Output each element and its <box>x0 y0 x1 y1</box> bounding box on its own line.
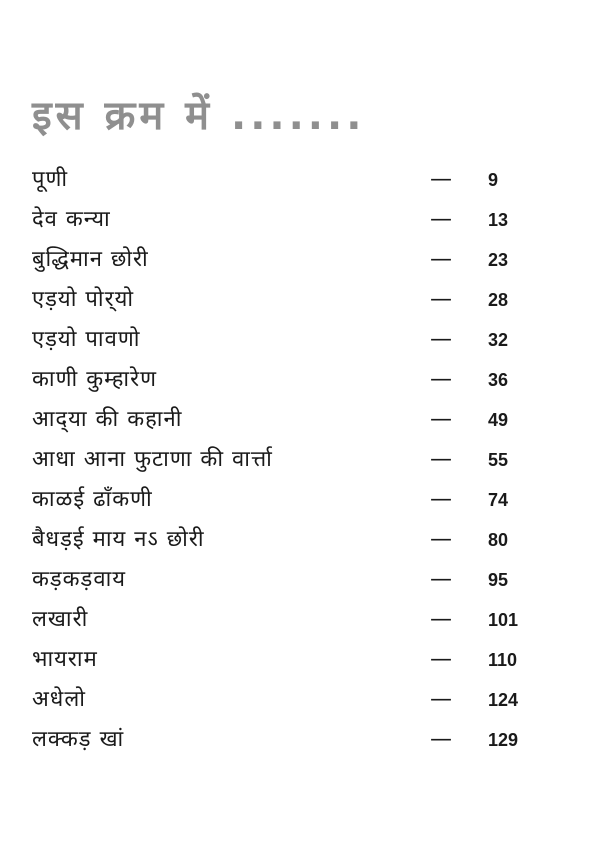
toc-page-number: 28 <box>488 290 509 310</box>
toc-row <box>32 400 552 440</box>
toc-row <box>32 560 552 600</box>
toc-page-number: 36 <box>488 370 509 390</box>
toc-title: आद्‌या की कहानी <box>32 407 183 432</box>
toc-title: अधेलो <box>32 687 86 712</box>
toc-title: भायराम <box>32 647 98 672</box>
toc-page-number: 74 <box>488 490 509 510</box>
toc-dash: — <box>430 487 452 512</box>
toc-row <box>32 440 552 480</box>
toc-dash: — <box>430 287 452 312</box>
toc-page-number: 110 <box>488 650 518 670</box>
toc-dash: — <box>430 727 452 752</box>
contents-heading: इस क्रम में ....... <box>32 93 366 139</box>
toc-row <box>32 480 552 520</box>
toc-row <box>32 640 552 680</box>
toc-dash: — <box>430 407 452 432</box>
toc-row <box>32 360 552 400</box>
toc-row <box>32 160 552 200</box>
toc-title: पूणी <box>32 167 69 192</box>
toc-row <box>32 600 552 640</box>
toc-row <box>32 680 552 720</box>
toc-page-number: 49 <box>488 410 509 430</box>
toc-title: बुद्धिमान छोरी <box>32 247 149 272</box>
toc-page-number: 80 <box>488 530 509 550</box>
toc-row <box>32 280 552 320</box>
toc-dash: — <box>430 647 452 672</box>
toc-title: एड़यो पावणो <box>32 327 141 352</box>
toc-dash: — <box>430 607 452 632</box>
toc-page-number: 124 <box>488 690 519 710</box>
toc-dash: — <box>430 327 452 352</box>
toc-title: देव कन्या <box>32 207 111 232</box>
toc-title: आधा आना फुटाणा की वार्त्ता <box>32 447 273 472</box>
toc-dash: — <box>430 367 452 392</box>
toc-title: काळई ढाँकणी <box>32 487 153 512</box>
toc-page-number: 95 <box>488 570 509 590</box>
toc-title: लक्कड़ खां <box>32 727 125 752</box>
toc-row <box>32 320 552 360</box>
toc-dash: — <box>430 527 452 552</box>
table-of-contents <box>32 160 552 760</box>
toc-title: लखारी <box>32 607 89 632</box>
toc-page-number: 9 <box>488 170 499 190</box>
toc-dash: — <box>430 687 452 712</box>
toc-dash: — <box>430 447 452 472</box>
toc-page-number: 101 <box>488 610 519 630</box>
toc-row <box>32 200 552 240</box>
toc-dash: — <box>430 247 452 272</box>
toc-page-number: 32 <box>488 330 509 350</box>
toc-row <box>32 520 552 560</box>
toc-title: बैधड़ई माय नऽ छोरी <box>32 527 205 552</box>
toc-title: कड़कड़वाय <box>32 567 127 592</box>
toc-page-number: 23 <box>488 250 509 270</box>
toc-page-number: 13 <box>488 210 509 230</box>
toc-page-number: 129 <box>488 730 519 750</box>
toc-row <box>32 720 552 760</box>
toc-title: काणी कुम्हारेण <box>32 367 158 392</box>
toc-title: एड़यो पोर्‌यो <box>32 287 135 312</box>
toc-page-number: 55 <box>488 450 509 470</box>
toc-row <box>32 240 552 280</box>
toc-dash: — <box>430 167 452 192</box>
toc-dash: — <box>430 207 452 232</box>
toc-dash: — <box>430 567 452 592</box>
